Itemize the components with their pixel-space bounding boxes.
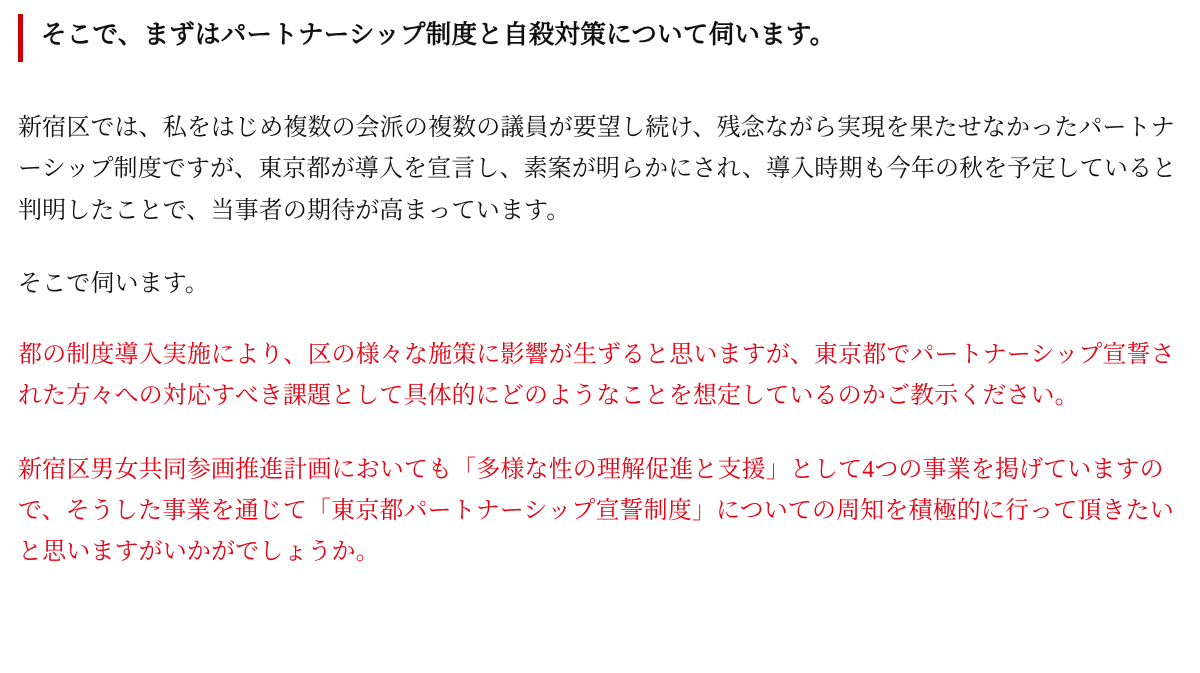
paragraph-lead-in: そこで伺います。 [18,270,210,297]
section-heading [18,14,1178,62]
heading-text: そこで、まずはパートナーシップ制度と自殺対策について伺います。 [41,20,836,49]
paragraph-question-two: 新宿区男女共同参画推進計画においても「多様な性の理解促進と支援」として4つの事業を掲げていますので、そうした事業を通じて「東京都パートナーシップ宣誓制度」についての周知を積極的に行って頂きたいと思いますがいかがでしょうか。 [18,456,1174,566]
paragraph-question-one: 都の制度導入実施により、区の様々な施策に影響が生ずると思いますが、東京都でパートナーシップ宣誓された方々への対応すべき課題として具体的にどのようなことを想定しているのかご教示ください。 [18,342,1175,410]
paragraph-intro-context: 新宿区では、私をはじめ複数の会派の複数の議員が要望し続け、残念ながら実現を果たせなかったパートナーシップ制度ですが、東京都が導入を宣言し、素案が明らかにされ、導入時期も今年の秋を予定していると判明したことで、当事者の期待が高まっています。 [18,115,1177,224]
heading-accent-bar [18,14,23,62]
